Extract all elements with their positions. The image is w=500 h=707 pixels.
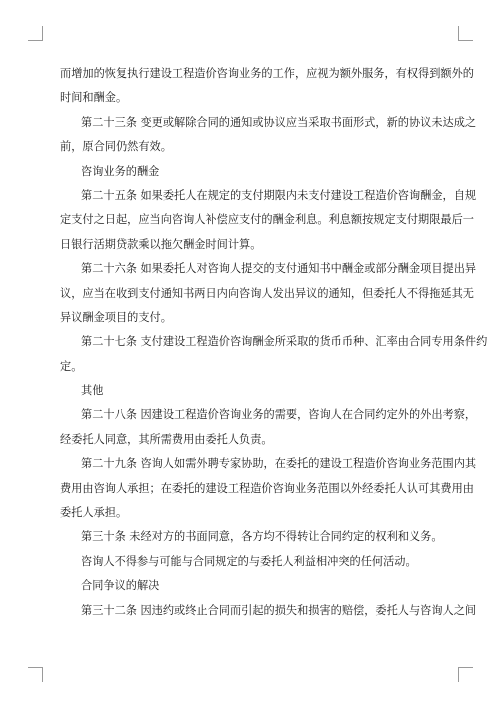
crop-mark-top-left [28,26,43,41]
text-line: 异议酬金项目的支付。 [60,310,172,324]
text-line: 经委托人同意，其所需费用由委托人负责。 [60,432,273,446]
text-line: 定支付之日起，应当向咨询人补偿应支付的酬金利息。利息额按规定支付期限最后一 [60,213,474,227]
text-line: 第二十七条 支付建设工程造价咨询酬金所采取的货币币种、汇率由合同专用条件约 [81,335,488,349]
crop-mark-bottom-left [28,667,43,682]
text-line: 第二十五条 如果委托人在规定的支付期限内未支付建设工程造价咨询酬金，自规 [81,188,477,202]
text-line: 前，原合同仍然有效。 [60,140,172,154]
text-line: 日银行活期贷款乘以拖欠酬金时间计算。 [60,237,262,251]
text-line: 第三十条 未经对方的书面同意，各方均不得转让合同约定的权利和义务。 [81,530,443,544]
text-line: 费用由咨询人承担；在委托的建设工程造价咨询业务范围以外经委托人认可其费用由 [60,481,474,495]
text-line: 咨询人不得参与可能与合同规定的与委托人利益相冲突的任何活动。 [81,554,417,568]
text-line: 合同争议的解决 [81,579,160,593]
crop-mark-bottom-right [458,667,473,682]
text-line: 时间和酬金。 [60,91,128,105]
text-line: 其他 [81,384,104,398]
text-line: 定。 [60,359,83,373]
text-line: 第三十二条 因违约或终止合同而引起的损失和损害的赔偿，委托人与咨询人之间 [81,603,477,617]
text-line: 第二十六条 如果委托人对咨询人提交的支付通知书中酬金或部分酬金项目提出异 [81,262,477,276]
text-line: 第二十九条 咨询人如需外聘专家协助，在委托的建设工程造价咨询业务范围内其 [81,457,477,471]
document-body [60,66,488,627]
text-line: 咨询业务的酬金 [81,164,160,178]
text-line: 委托人承担。 [60,506,128,520]
text-line: 第二十三条 变更或解除合同的通知或协议应当采取书面形式，新的协议未达成之 [81,115,477,129]
text-line: 而增加的恢复执行建设工程造价咨询业务的工作，应视为额外服务，有权得到额外的 [60,67,474,80]
text-line: 议，应当在收到支付通知书两日内向咨询人发出异议的通知，但委托人不得拖延其无 [60,286,474,300]
crop-mark-top-right [458,26,473,41]
text-line: 第二十八条 因建设工程造价咨询业务的需要，咨询人在合同约定外的外出考察， [81,408,477,422]
